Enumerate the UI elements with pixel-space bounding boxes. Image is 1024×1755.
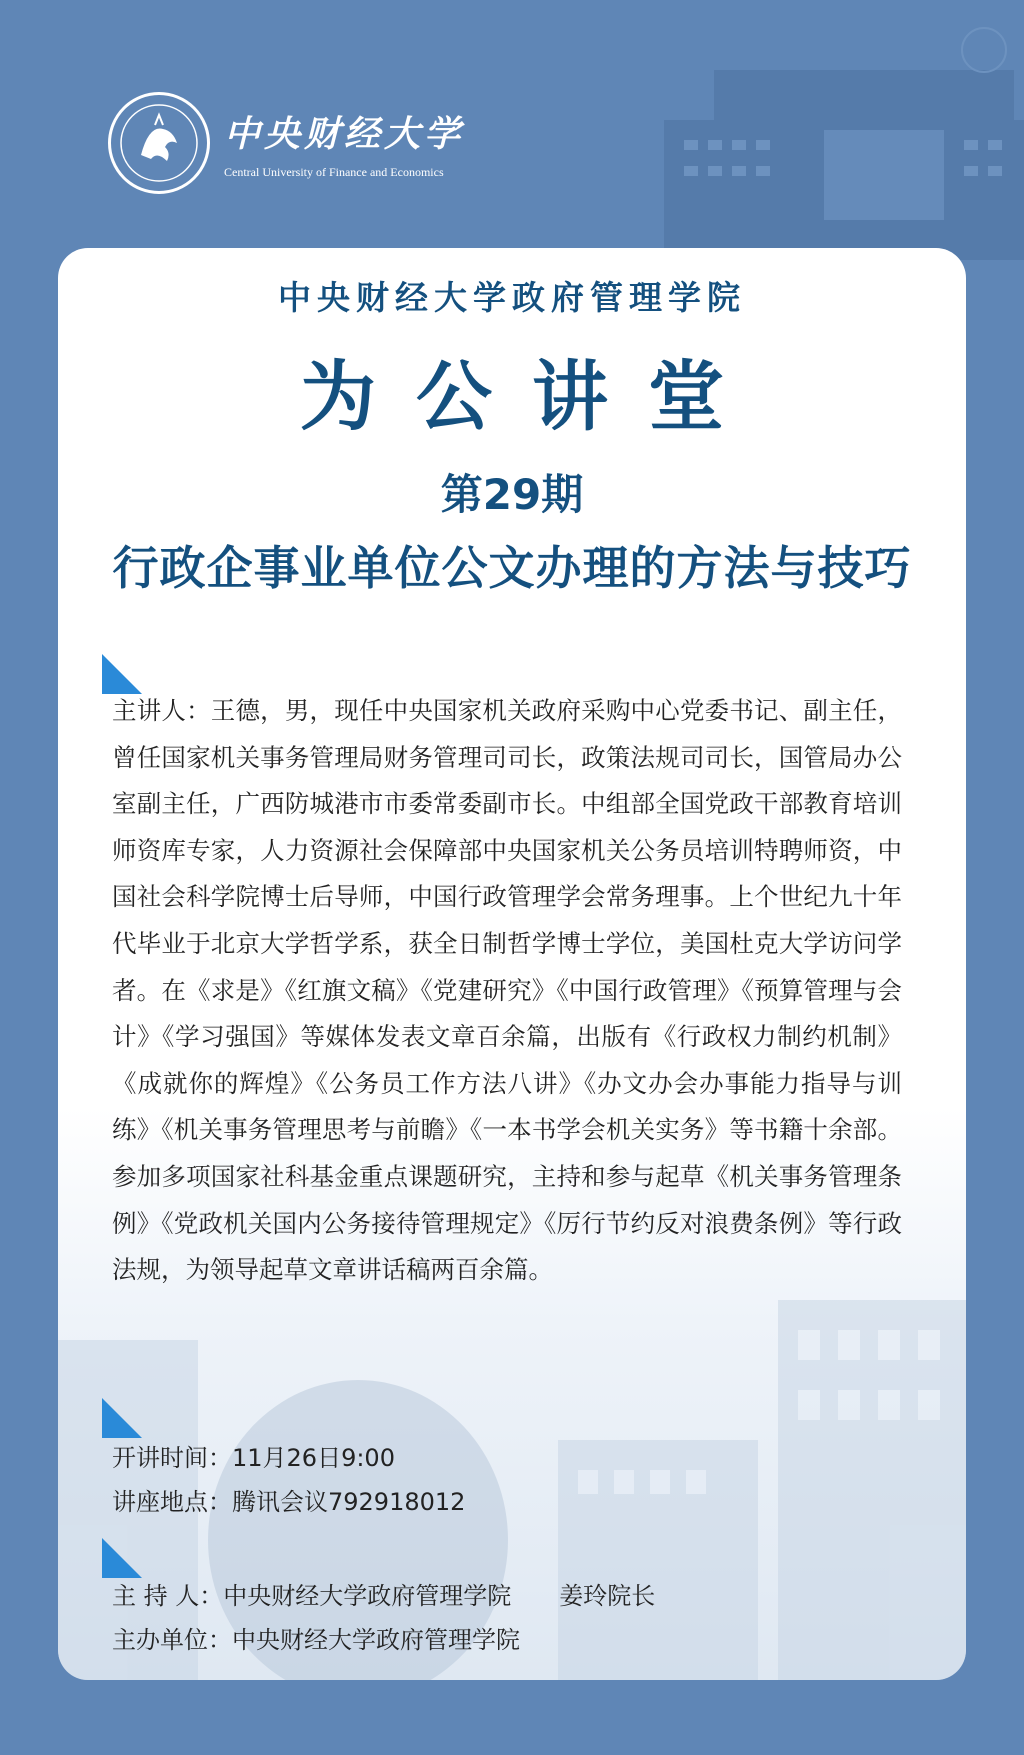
university-logo (108, 92, 464, 194)
institution-title: 中央财经大学政府管理学院 (278, 278, 746, 317)
section-marker-icon (102, 1398, 142, 1438)
host: 主 持 人：中央财经大学政府管理学院 姜玲院长 (112, 1582, 656, 1610)
lecture-title: 行政企事业单位公文办理的方法与技巧 (112, 541, 912, 595)
university-name-cn: 中央财经大学 (224, 113, 465, 155)
university-name-en: Central University of Finance and Economics (224, 165, 444, 179)
lecture-time: 开讲时间：11月26日9:00 (112, 1444, 395, 1472)
poster-card (58, 248, 966, 1680)
organizer: 主办单位：中央财经大学政府管理学院 (112, 1626, 520, 1654)
issue-number: 第29期 (440, 470, 584, 519)
organizer-info (112, 1574, 655, 1662)
university-seal-icon (108, 92, 210, 194)
schedule-info (112, 1436, 465, 1524)
background-building-image (604, 0, 1024, 260)
speaker-bio: 主讲人：王德，男，现任中央国家机关政府采购中心党委书记、副主任，曾任国家机关事务管理局财务管理司司长，政策法规司司长，国管局办公室副主任，广西防城港市市委常委副市长。中组部全国党政干部教育培训师资库专家，人力资源社会保障部中央国家机关公务员培训特聘师资，中国社会科学院博士后导师，中国行政管理学会常务理事。上个世纪九十年代毕业于北京大学哲学系，获全日制哲学博士学位，美国杜克大学访问学者。在《求是》《红旗文稿》《党建研究》《中国行政管理》《预算管理与会计》《学习强国》等媒体发表文章百余篇，出版有《行政权力制约机制》《成就你的辉煌》《公务员工作方法八讲》《办文办会办事能力指导与训练》《机关事务管理思考与前瞻》《一本书学会机关实务》等书籍十余部。参加多项国家社科基金重点课题研究，主持和参与起草《机关事务管理条例》《党政机关国内公务接待管理规定》《厉行节约反对浪费条例》等行政法规，为领导起草文章讲话稿两百余篇。 (112, 696, 902, 1285)
lecture-venue: 讲座地点：腾讯会议792918012 (112, 1488, 466, 1516)
lecture-series-title: 为公讲堂 (300, 352, 764, 441)
section-marker-icon (102, 1538, 142, 1578)
